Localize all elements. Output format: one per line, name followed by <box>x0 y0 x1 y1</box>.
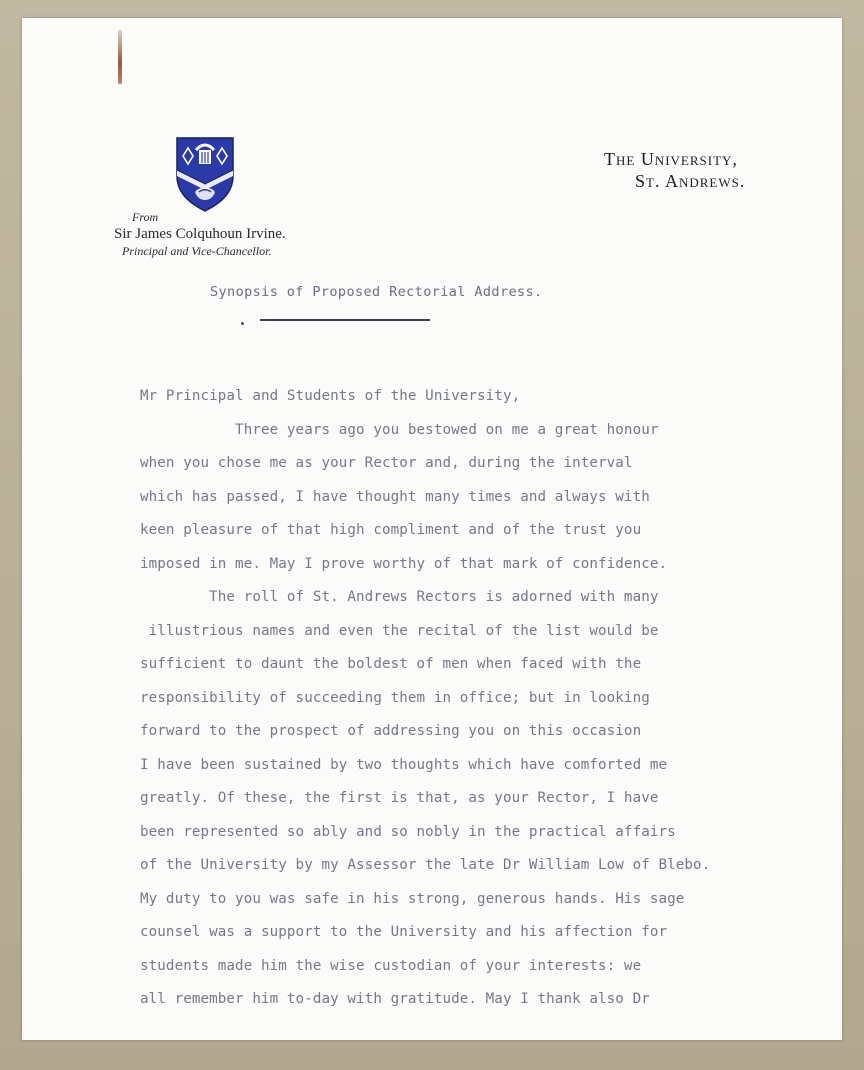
from-label: From <box>132 210 159 224</box>
body-line: The roll of St. Andrews Rectors is adorned with many <box>140 589 659 605</box>
pin-mark <box>118 30 122 84</box>
body-line: My duty to you was safe in his strong, generous hands. His sage <box>140 890 685 907</box>
body-line: students made him the wise custodian of your interests: we <box>140 957 642 974</box>
address-line-1: The University, <box>604 149 738 169</box>
body-line: sufficient to daunt the boldest of men when faced with the <box>140 656 642 672</box>
body-line: imposed in me. May I prove worthy of that mark of confidence. <box>140 555 668 572</box>
university-crest-icon <box>175 136 235 212</box>
sender-block <box>92 210 352 259</box>
body-line: been represented so ably and so nobly in the practical affairs <box>140 823 676 840</box>
body-line: illustrious names and even the recital of the list would be <box>140 622 659 639</box>
body-text <box>140 384 780 1021</box>
title-underline <box>260 319 430 321</box>
address-line-2: St. Andrews. <box>635 171 746 191</box>
body-line: greatly. Of these, the first is that, as your Rector, I have <box>140 790 659 806</box>
sender-name: Sir James Colquhoun Irvine. <box>114 226 286 242</box>
body-line: forward to the prospect of addressing you on this occasion <box>140 723 642 739</box>
sender-title: Principal and Vice-Chancellor. <box>122 244 272 258</box>
body-line: Three years ago you bestowed on me a great honour <box>140 421 659 438</box>
ink-dot <box>241 322 244 325</box>
body-line: keen pleasure of that high compliment and of the trust you <box>140 522 642 538</box>
body-line: I have been sustained by two thoughts which have comforted me <box>140 756 668 773</box>
document-title: Synopsis of Proposed Rectorial Address. <box>210 284 543 300</box>
body-line: when you chose me as your Rector and, during the interval <box>140 455 633 471</box>
body-line: counsel was a support to the University and his affection for <box>140 924 668 940</box>
body-line: responsibility of succeeding them in office; but in looking <box>140 689 650 706</box>
body-line: Mr Principal and Students of the University, <box>140 388 521 404</box>
body-line: of the University by my Assessor the late Dr William Low of Blebo. <box>140 857 711 873</box>
body-line: which has passed, I have thought many times and always with <box>140 488 650 505</box>
address-block <box>560 148 780 192</box>
body-line: all remember him to-day with gratitude. May I thank also Dr <box>140 991 650 1007</box>
